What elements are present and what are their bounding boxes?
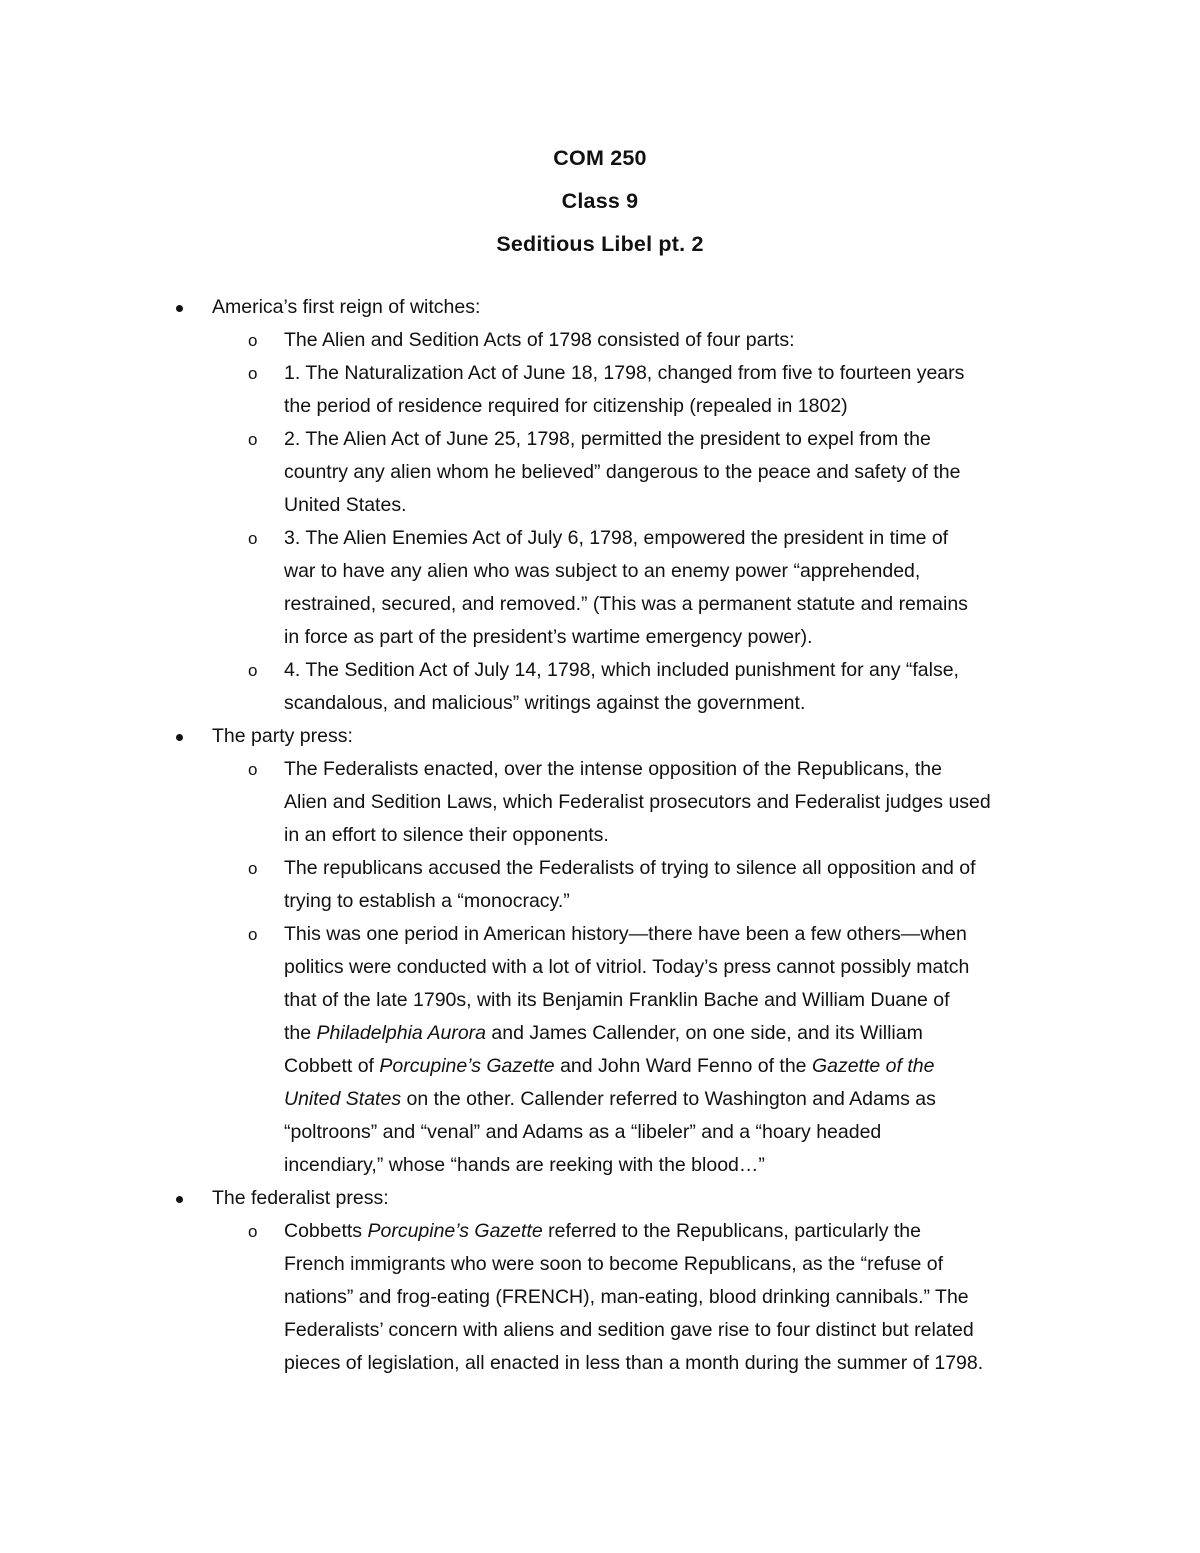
text-line bbox=[284, 1050, 1074, 1083]
text-segment: Cobbett of bbox=[284, 1055, 380, 1077]
sub-bullet bbox=[0, 522, 1074, 654]
circle-bullet-icon: o bbox=[248, 1222, 258, 1241]
section-federalist-press bbox=[0, 1182, 1200, 1380]
circle-bullet-icon: o bbox=[248, 925, 258, 944]
circle-bullet-icon: o bbox=[248, 430, 258, 449]
notes-body bbox=[0, 291, 1200, 1380]
text-line bbox=[284, 1083, 1074, 1116]
text-line bbox=[284, 1215, 1074, 1248]
sub-bullet bbox=[0, 324, 1074, 357]
text-segment: the bbox=[284, 1022, 317, 1044]
circle-bullet-icon: o bbox=[248, 661, 258, 680]
text-line: This was one period in American history—there have been a few others—when bbox=[284, 923, 967, 945]
text-line: the period of residence required for citizenship (repealed in 1802) bbox=[284, 395, 848, 417]
text-line: in an effort to silence their opponents. bbox=[284, 824, 609, 846]
text-segment: and James Callender, on one side, and its William bbox=[486, 1022, 923, 1044]
circle-bullet-icon: o bbox=[248, 529, 258, 548]
section-first-reign bbox=[0, 291, 1200, 720]
class-number: Class 9 bbox=[561, 189, 639, 213]
text-segment: and John Ward Fenno of the bbox=[554, 1055, 812, 1077]
text-line: United States. bbox=[284, 494, 407, 516]
sub-bullet bbox=[0, 357, 1074, 423]
topic-title: Seditious Libel pt. 2 bbox=[496, 232, 704, 256]
sub-bullet bbox=[0, 852, 1074, 918]
bullet-heading bbox=[0, 291, 1200, 324]
text-segment: on the other. Callender referred to Washington and Adams as bbox=[401, 1088, 936, 1110]
sub-bullet bbox=[0, 918, 1074, 1182]
text-line: Alien and Sedition Laws, which Federalist prosecutors and Federalist judges used bbox=[284, 791, 991, 813]
bullet-heading bbox=[0, 720, 1200, 753]
sub-bullet bbox=[0, 423, 1074, 522]
bullet-dot-icon bbox=[176, 305, 183, 312]
text-line: trying to establish a “monocracy.” bbox=[284, 890, 570, 912]
circle-bullet-icon: o bbox=[248, 364, 258, 383]
publication-title: Porcupine’s Gazette bbox=[379, 1055, 555, 1077]
text-line: that of the late 1790s, with its Benjamin Franklin Bache and William Duane of bbox=[284, 989, 950, 1011]
circle-bullet-icon: o bbox=[248, 331, 258, 350]
text-line: 4. The Sedition Act of July 14, 1798, which included punishment for any “false, bbox=[284, 659, 959, 681]
publication-title: United States bbox=[284, 1088, 402, 1110]
publication-title: Gazette of the bbox=[811, 1055, 935, 1077]
text-line: 1. The Naturalization Act of June 18, 1798, changed from five to fourteen years bbox=[284, 362, 965, 384]
bullet-dot-icon bbox=[176, 1196, 183, 1203]
text-line: 2. The Alien Act of June 25, 1798, permitted the president to expel from the bbox=[284, 428, 931, 450]
text-line: war to have any alien who was subject to an enemy power “apprehended, bbox=[284, 560, 921, 582]
publication-title: Porcupine’s Gazette bbox=[367, 1220, 543, 1242]
text-segment: Cobbetts bbox=[284, 1220, 368, 1242]
text-line: French immigrants who were soon to become Republicans, as the “refuse of bbox=[284, 1253, 943, 1275]
bullet-dot-icon bbox=[176, 734, 183, 741]
text-line: nations” and frog-eating (FRENCH), man-eating, blood drinking cannibals.” The bbox=[284, 1286, 969, 1308]
text-line bbox=[284, 1017, 1074, 1050]
text-line: restrained, secured, and removed.” (This was a permanent statute and remains bbox=[284, 593, 968, 615]
circle-bullet-icon: o bbox=[248, 760, 258, 779]
text-line: incendiary,” whose “hands are reeking with the blood…” bbox=[284, 1154, 765, 1176]
text-line: in force as part of the president’s wartime emergency power). bbox=[284, 626, 813, 648]
text-line: politics were conducted with a lot of vitriol. Today’s press cannot possibly match bbox=[284, 956, 970, 978]
sub-bullet bbox=[0, 1215, 1074, 1380]
publication-title: Philadelphia Aurora bbox=[316, 1022, 487, 1044]
heading-text: The federalist press: bbox=[212, 1187, 389, 1209]
text-segment: referred to the Republicans, particularly the bbox=[542, 1220, 921, 1242]
text-line: “poltroons” and “venal” and Adams as a “libeler” and a “hoary headed bbox=[284, 1121, 882, 1143]
text-line: The Federalists enacted, over the intense opposition of the Republicans, the bbox=[284, 758, 942, 780]
text-line: 3. The Alien Enemies Act of July 6, 1798, empowered the president in time of bbox=[284, 527, 949, 549]
circle-bullet-icon: o bbox=[248, 859, 258, 878]
bullet-heading bbox=[0, 1182, 1200, 1215]
title-block bbox=[0, 142, 1200, 261]
sub-bullet bbox=[0, 753, 1074, 852]
text-line: The Alien and Sedition Acts of 1798 consisted of four parts: bbox=[284, 329, 795, 351]
heading-text: The party press: bbox=[212, 725, 353, 747]
heading-text: America’s first reign of witches: bbox=[212, 296, 481, 318]
text-line: Federalists’ concern with aliens and sedition gave rise to four distinct but related bbox=[284, 1319, 974, 1341]
text-line: country any alien whom he believed” dangerous to the peace and safety of the bbox=[284, 461, 961, 483]
text-line: The republicans accused the Federalists of trying to silence all opposition and of bbox=[284, 857, 976, 879]
text-line: pieces of legislation, all enacted in less than a month during the summer of 1798. bbox=[284, 1352, 984, 1374]
sub-bullet bbox=[0, 654, 1074, 720]
section-party-press bbox=[0, 720, 1200, 1182]
course-title: COM 250 bbox=[553, 146, 647, 170]
text-line: scandalous, and malicious” writings against the government. bbox=[284, 692, 806, 714]
